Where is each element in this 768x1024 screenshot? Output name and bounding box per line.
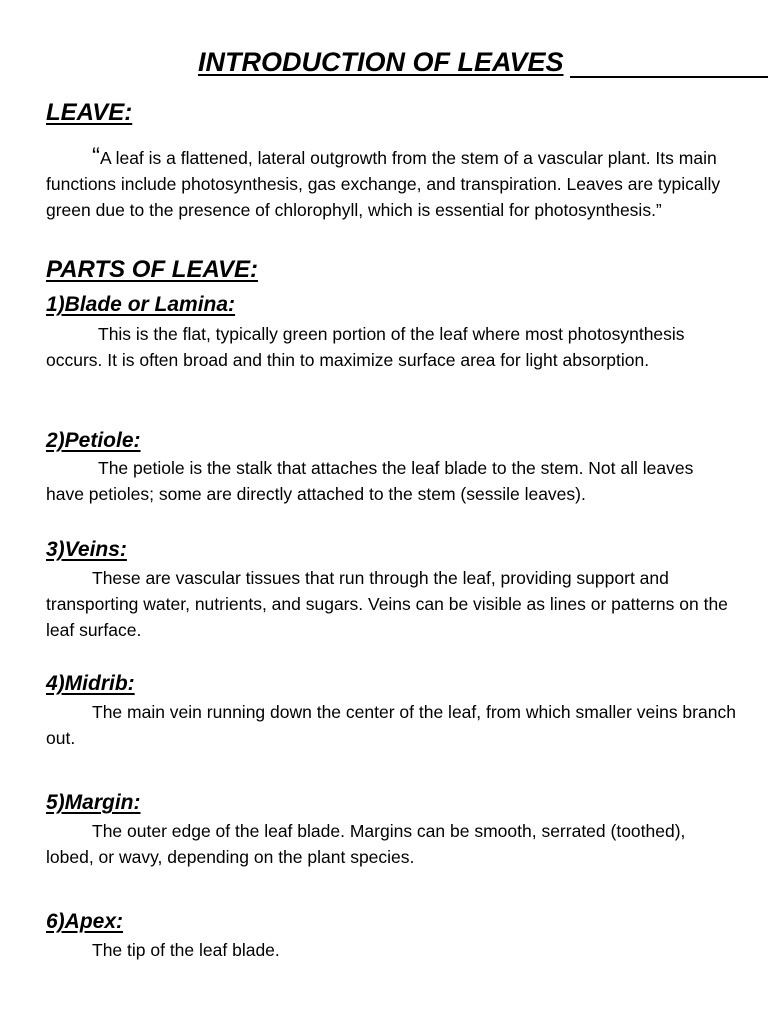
part-text-apex	[46, 937, 736, 963]
part-heading-midrib: 4)Midrib:	[46, 672, 135, 695]
parts-heading: PARTS OF LEAVE:	[46, 256, 259, 283]
document-title-text: INTRODUCTION OF LEAVES	[198, 47, 564, 77]
part-heading-margin: 5)Margin:	[46, 791, 141, 814]
intro-paragraph	[46, 145, 736, 223]
document-title	[198, 44, 768, 80]
part-text-margin	[46, 818, 736, 870]
leave-heading: LEAVE:	[46, 99, 133, 126]
part-text-blade-body: This is the flat, typically green portion of the leaf where most photosynthesis occurs. It is often broad and thin to maximize surface area for light absorption.	[46, 324, 685, 370]
part-heading-veins: 3)Veins:	[46, 538, 127, 561]
part-text-petiole	[46, 455, 736, 507]
part-text-apex-body: The tip of the leaf blade.	[92, 940, 280, 960]
part-text-petiole-body: The petiole is the stalk that attaches the leaf blade to the stem. Not all leaves have petioles; some are directly attached to the stem (sessile leaves).	[46, 458, 694, 504]
part-text-veins	[46, 565, 736, 643]
part-text-blade	[46, 321, 736, 373]
part-text-veins-body: These are vascular tissues that run through the leaf, providing support and transporting water, nutrients, and sugars. Veins can be visible as lines or patterns on the leaf surface.	[46, 568, 728, 640]
part-text-midrib	[46, 699, 736, 751]
intro-text: A leaf is a flattened, lateral outgrowth from the stem of a vascular plant. Its main functions include photosynthesis, gas exchange, and transpiration. Leaves are typically green due to the presence of chlorophyll, which is essential for photosynthesis.”	[46, 148, 721, 220]
part-heading-apex: 6)Apex:	[46, 910, 124, 933]
title-underline-rule	[570, 76, 768, 78]
part-text-margin-body: The outer edge of the leaf blade. Margins can be smooth, serrated (toothed), lobed, or wavy, depending on the plant species.	[46, 821, 686, 867]
part-text-midrib-body: The main vein running down the center of the leaf, from which smaller veins branch out.	[46, 702, 736, 748]
part-heading-blade: 1)Blade or Lamina:	[46, 293, 236, 316]
part-heading-petiole: 2)Petiole:	[46, 429, 141, 452]
intro-open-quote: “	[92, 143, 100, 170]
